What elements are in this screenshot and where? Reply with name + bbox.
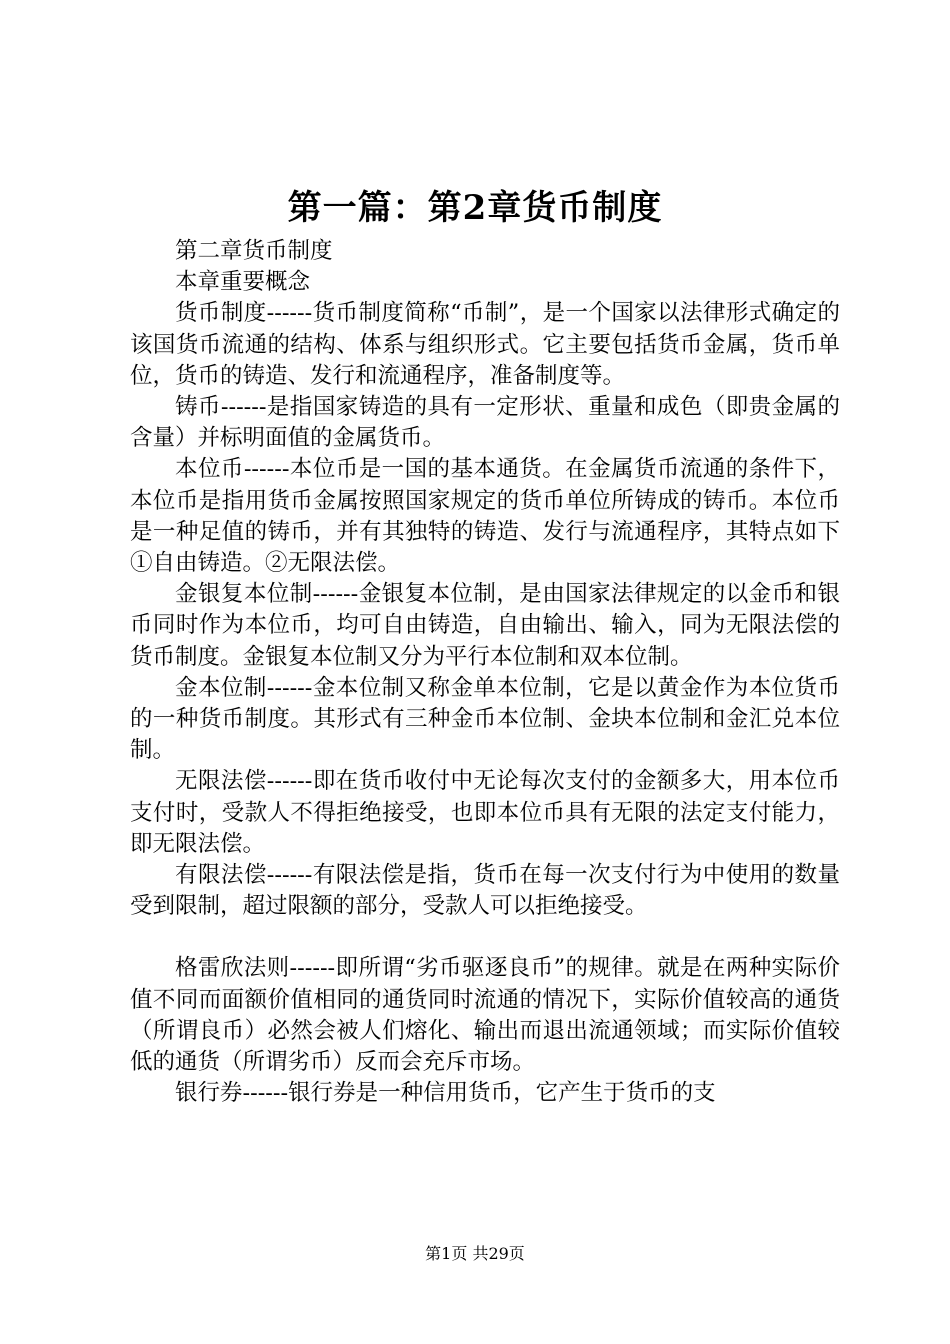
paragraph-banknote: 银行券------银行券是一种信用货币，它产生于货币的支: [175, 1080, 716, 1107]
paragraph-unlimited-legal-tender: 无限法偿------即在货币收付中无论每次支付的金额多大，用本位币支付时，受款人不得拒绝接受，也即本位币具有无限的法定支付能力，即无限法偿。: [130, 768, 840, 857]
paragraph-limited-legal-tender: 有限法偿------有限法偿是指，货币在每一次支付行为中使用的数量受到限制，超过限额的部分，受款人可以拒绝接受。: [130, 862, 840, 920]
page-title: 第一篇：第2章货币制度: [287, 188, 663, 228]
paragraph-greshams-law: 格雷欣法则------即所谓“劣币驱逐良币”的规律。就是在两种实际价值不同而面额价值相同的通货同时流通的情况下，实际价值较高的通货（所谓良币）必然会被人们熔化、输出而退出流通领域；而实际价值较低的通货（所谓劣币）反而会充斥市场。: [130, 955, 840, 1076]
chapter-heading: 第二章货币制度: [175, 238, 333, 264]
page-footer: 第1页 共29页: [425, 1244, 525, 1263]
paragraph-standard-money: 本位币------本位币是一国的基本通货。在金属货币流通的条件下，本位币是指用货币金属按照国家规定的货币单位所铸成的铸币。本位币是一种足值的铸币，并有其独特的铸造、发行与流通程序，其特点如下①自由铸造。②无限法偿。: [130, 456, 840, 577]
section-heading: 本章重要概念: [175, 269, 311, 296]
paragraph-gold-standard: 金本位制------金本位制又称金单本位制，它是以黄金作为本位货币的一种货币制度。其形式有三种金币本位制、金块本位制和金汇兑本位制。: [130, 674, 840, 764]
paragraph-coin: 铸币------是指国家铸造的具有一定形状、重量和成色（即贵金属的含量）并标明面值的金属货币。: [130, 394, 840, 452]
paragraph-bimetallism: 金银复本位制------金银复本位制，是由国家法律规定的以金币和银币同时作为本位币，均可自由铸造，自由输出、输入，同为无限法偿的货币制度。金银复本位制又分为平行本位制和双本位制。: [130, 581, 840, 670]
document-body: [130, 236, 840, 1109]
paragraph-currency-system: 货币制度------货币制度简称“币制”，是一个国家以法律形式确定的该国货币流通的结构、体系与组织形式。它主要包括货币金属，货币单位，货币的铸造、发行和流通程序，准备制度等。: [130, 300, 840, 389]
